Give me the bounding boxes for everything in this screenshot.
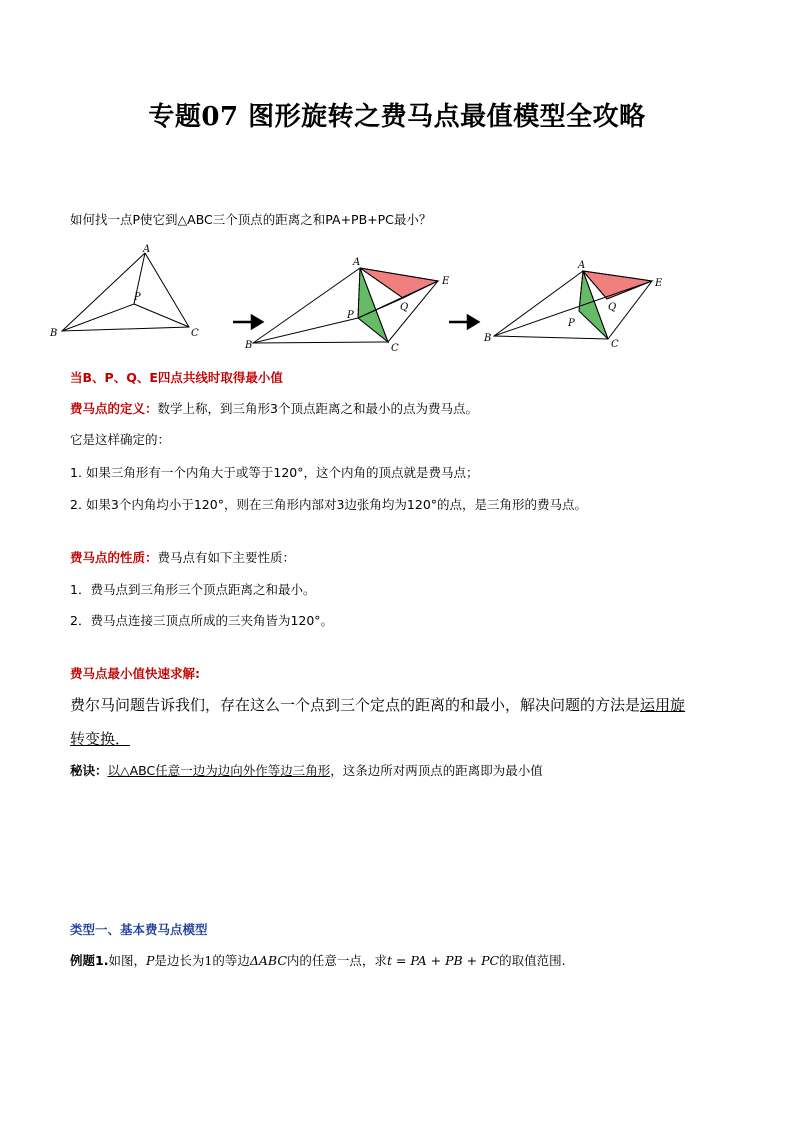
- fig2-label-q: Q: [400, 302, 409, 313]
- example-expression: t = PA + PB + PC: [386, 953, 500, 968]
- example-p4: 内的任意一点，求: [286, 953, 387, 968]
- arrow-icon: [233, 316, 262, 328]
- figure-triangle: [62, 253, 189, 331]
- fig2-label-a: A: [353, 257, 361, 268]
- example-label: 例题1.: [70, 953, 109, 968]
- fig2-label-p: P: [347, 310, 354, 321]
- secret-rest: ，这条边所对两顶点的距离即为最小值: [330, 763, 543, 778]
- example-p5: 的取值范围.: [499, 953, 566, 968]
- definition-label: 费马点的定义：: [70, 401, 158, 416]
- quick-text-a: [70, 694, 685, 715]
- fig3-label-e: E: [655, 278, 663, 289]
- fig2-label-b: B: [245, 340, 253, 351]
- question-text: 如何找一点P使它到△ABC三个顶点的距离之和PA+PB+PC最小？: [70, 212, 432, 227]
- fig3-label-a: A: [578, 260, 586, 271]
- quick-text-a-underline: 运用旋: [640, 696, 686, 714]
- properties-line: [70, 548, 295, 566]
- properties-text: 费马点有如下主要性质：: [157, 550, 296, 565]
- fig3-label-c: C: [611, 339, 619, 350]
- fig3-label-b: B: [484, 333, 492, 344]
- properties-item-1: 1．费马点到三角形三个顶点距离之和最小。: [70, 582, 316, 597]
- definition-item-2: 2. 如果3个内角均小于120°，则在三角形内部对3边张角均为120°的点，是三角形的费马点。: [70, 497, 588, 512]
- fig2-red-triangle: [360, 268, 438, 298]
- example-triangle: ΔABC: [249, 953, 287, 968]
- page-title: 专题07 图形旋转之费马点最值模型全攻略: [148, 102, 646, 132]
- example-one: 1: [204, 953, 213, 968]
- quick-label: 费马点最小值快速求解:: [70, 666, 200, 681]
- fermat-figures: [0, 240, 794, 360]
- example-p2: 是边长为: [154, 953, 205, 968]
- secret-underline: 以△ABC任意一边为边向外作等边三角形: [107, 763, 331, 778]
- example-1: [70, 951, 566, 969]
- quick-text-a-plain: 费尔马问题告诉我们，存在这么一个点到三个定点的距离的和最小，解决问题的方法是: [70, 696, 641, 714]
- fig2-label-e: E: [442, 276, 450, 287]
- type1-label: 类型一、基本费马点模型: [70, 922, 208, 937]
- fig1-label-b: B: [50, 328, 58, 339]
- definition-item-1: 1. 如果三角形有一个内角大于或等于120°，这个内角的顶点就是费马点；: [70, 465, 479, 480]
- quick-text-b: [70, 728, 130, 749]
- collinear-note: 当B、P、Q、E四点共线时取得最小值: [70, 370, 283, 385]
- properties-label: 费马点的性质：: [70, 550, 158, 565]
- example-p3: 的等边: [212, 953, 250, 968]
- fig1-label-c: C: [191, 328, 199, 339]
- example-point-p: P: [145, 953, 155, 968]
- definition-line: [70, 399, 478, 417]
- properties-item-2: 2．费马点连接三顶点所成的三夹角皆为120°。: [70, 613, 334, 628]
- fig1-label-p: P: [134, 292, 141, 303]
- secret-line: [70, 761, 543, 779]
- example-p1: 如图，: [108, 953, 146, 968]
- quick-text-b-underline: 转变换．: [70, 730, 131, 748]
- definition-intro: 它是这样确定的：: [70, 432, 171, 447]
- fig2-label-c: C: [391, 343, 399, 354]
- fig3-label-p: P: [568, 318, 575, 329]
- fig1-label-a: A: [143, 244, 151, 255]
- secret-label: 秘诀：: [70, 763, 108, 778]
- fig3-label-q: Q: [608, 302, 617, 313]
- definition-text: 数学上称，到三角形3个顶点距离之和最小的点为费马点。: [157, 401, 478, 416]
- arrow-icon: [449, 316, 478, 328]
